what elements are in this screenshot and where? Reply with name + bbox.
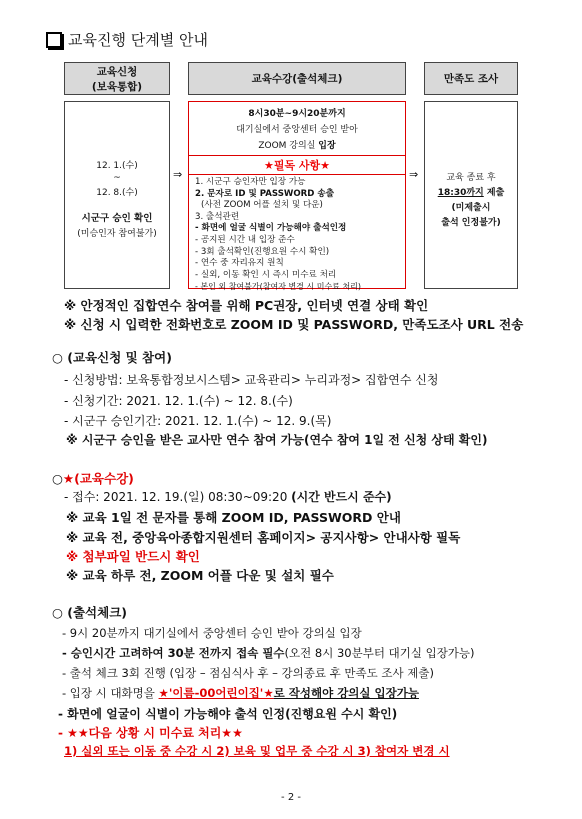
- sec2-note: ※ 교육 하루 전, ZOOM 어플 다운 및 설치 필수: [66, 568, 334, 583]
- sec2-title-text: ★(교육수강): [62, 471, 134, 486]
- apply-box: [64, 101, 170, 289]
- must-item: - 실외, 이동 확인 시 즉시 미수료 처리: [195, 269, 337, 280]
- must-item: 3. 출석관련: [195, 211, 240, 222]
- sec3-title: ○ (출석체크): [52, 605, 127, 620]
- attend-box: [188, 101, 406, 292]
- must-read-title: ★필독 사항★: [189, 155, 405, 175]
- stage-survey: [424, 62, 518, 95]
- sec3-line: - 출석 체크 3회 진행 (입장 – 점심식사 후 – 강의종료 후 만족도 조사 제출): [62, 666, 434, 680]
- note-phone: ※ 신청 시 입력한 전화번호로 ZOOM ID 및 PASSWORD, 만족도조사 URL 전송: [64, 317, 524, 332]
- sec3-line2-text: (오전 8시 30분부터 대기실 입장가능): [284, 646, 475, 660]
- sec3-line2: [62, 645, 475, 661]
- sec3-line4-rest: 로 작성해야 강의실 입장가능: [273, 686, 419, 700]
- heading-text: 교육진행 단계별 안내: [68, 31, 208, 49]
- sec3-line: - 화면에 얼굴이 식별이 가능해야 출석 인정(진행요원 수시 확인): [58, 707, 398, 721]
- attend-line2-bold: 입장: [318, 141, 336, 151]
- sec3-line4-text: - 입장 시 대화명을: [62, 686, 159, 700]
- must-item: - 연수 중 자리유지 원칙: [195, 258, 284, 269]
- attend-time: 8시30분~9시20분까지: [248, 109, 346, 119]
- stage-attend: [188, 62, 406, 95]
- stage-apply-line2: (보육통합): [91, 80, 143, 93]
- must-item: 2. 문자로 ID 및 PASSWORD 송출: [195, 188, 335, 199]
- must-item: - 3회 출석확인(진행요원 수시 확인): [195, 246, 330, 257]
- stage-survey-label: 만족도 조사: [443, 73, 499, 85]
- apply-tilde: ~: [113, 173, 121, 183]
- must-item: - 공지된 시간 내 입장 준수: [195, 234, 295, 245]
- stage-apply: [64, 62, 170, 95]
- must-item: 1. 시군구 승인자만 입장 가능: [195, 177, 306, 187]
- checkbox-square-icon: [46, 32, 62, 48]
- page-number: - 2 -: [281, 792, 301, 803]
- sec2-note: ※ 교육 전, 중앙육아종합지원센터 홈페이지> 공지사항> 안내사항 필독: [66, 530, 461, 545]
- approval-check: 시군구 승인 확인: [81, 213, 153, 224]
- sec1-line: - 신청방법: 보육통합정보시스템> 교육관리> 누리과정> 집합연수 신청: [64, 373, 439, 387]
- survey-submit: 제출: [483, 188, 505, 198]
- sec2-note: ※ 교육 1일 전 문자를 통해 ZOOM ID, PASSWORD 안내: [66, 510, 401, 525]
- sec3-line4: [62, 685, 419, 701]
- must-item: - 본인 외 참여불가(참여자 변경 시 미수료 처리): [195, 282, 362, 292]
- sec3-line: - ★★다음 상황 시 미수료 처리★★: [58, 726, 243, 740]
- sec2-line1-text: - 접수: 2021. 12. 19.(일) 08:30~09:20: [64, 490, 292, 504]
- sec2-title: [52, 469, 134, 487]
- must-item: (사전 ZOOM 어플 설치 및 다운): [201, 200, 323, 211]
- stage-apply-line1: 교육신청: [96, 65, 138, 78]
- must-read-list: [189, 177, 405, 293]
- survey-deadline: 18:30까지: [437, 188, 484, 198]
- attend-line2: [189, 138, 405, 151]
- note-pc: ※ 안정적인 집합연수 참여를 위해 PC권장, 인터넷 연결 상태 확인: [64, 298, 429, 313]
- survey-line2: [425, 185, 517, 198]
- attend-line2-text: ZOOM 강의실: [258, 141, 319, 151]
- survey-line3: (미제출시: [451, 203, 491, 213]
- sec3-line: - 9시 20분까지 대기실에서 중앙센터 승인 받아 강의실 입장: [62, 626, 362, 640]
- arrow-right-icon: ⇒: [173, 168, 183, 181]
- sec2-red-note: ※ 첨부파일 반드시 확인: [66, 549, 200, 564]
- sec2-line1-bold: (시간 반드시 준수): [291, 490, 392, 504]
- sec1-line: - 시군구 승인기간: 2021. 12. 1.(수) ~ 12. 9.(목): [64, 414, 332, 428]
- arrow-right-icon: ⇒: [409, 168, 419, 181]
- survey-line1: 교육 종료 후: [446, 173, 496, 183]
- survey-box: [424, 101, 518, 289]
- survey-line4: 출석 인정불가): [441, 218, 501, 228]
- sec3-line2-bold: - 승인시간 고려하여 30분 전까지 접속 필수: [62, 646, 285, 660]
- sec2-circle: ○: [52, 471, 63, 486]
- apply-start-date: 12. 1.(수): [96, 161, 138, 171]
- sec3-line4-name: ★'이름-00어린이집'★: [158, 686, 274, 700]
- sec1-line: - 신청기간: 2021. 12. 1.(수) ~ 12. 8.(수): [64, 394, 293, 408]
- apply-end-date: 12. 8.(수): [96, 188, 138, 198]
- stage-attend-label: 교육수강(출석체크): [251, 73, 343, 85]
- sec1-title: ○ (교육신청 및 참여): [52, 350, 172, 365]
- attend-line1: 대기실에서 중앙센터 승인 받아: [236, 125, 358, 135]
- sec3-line: 1) 실외 또는 이동 중 수강 시 2) 보육 및 업무 중 수강 시 3) 참여자 변경 시: [64, 744, 450, 758]
- must-item: - 화면에 얼굴 식별이 가능해야 출석인정: [195, 223, 347, 234]
- section-heading: [46, 29, 208, 50]
- sec2-line1: [64, 488, 392, 505]
- approval-note: (미승인자 참여불가): [77, 229, 157, 239]
- sec1-note: ※ 시군구 승인을 받은 교사만 연수 참여 가능(연수 참여 1일 전 신청 상태 확인): [66, 433, 488, 447]
